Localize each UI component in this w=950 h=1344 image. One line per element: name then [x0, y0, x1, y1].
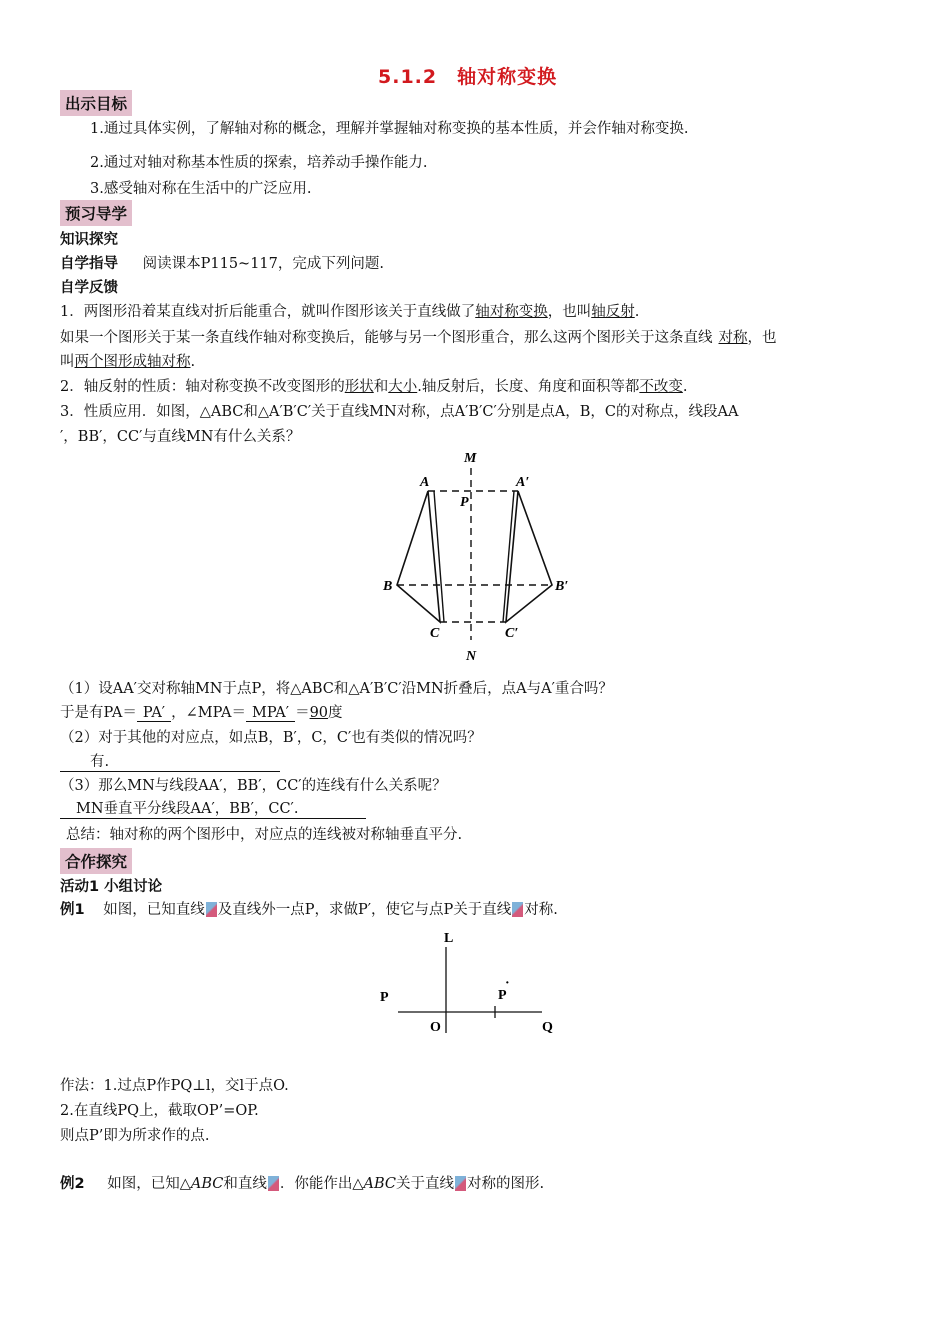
example-1 — [60, 898, 558, 919]
sub1-end: 度 — [328, 705, 343, 721]
label-b: B — [383, 579, 393, 594]
q1-text: 1．两图形沿着某直线对折后能重合，就叫作图形该关于直线做了 — [60, 304, 476, 320]
question-2 — [60, 375, 687, 396]
page-title: 5.1.2 轴对称变换 — [378, 66, 558, 88]
example-2 — [60, 1172, 544, 1193]
section-goals-heading: 出示目标 — [60, 90, 132, 116]
sub1-text-2: ，∠MPA＝ — [171, 705, 247, 721]
method-conclusion: 则点P’即为所求作的点. — [60, 1128, 210, 1144]
q1-line3-end: . — [190, 354, 196, 370]
label-c-prime: C′ — [505, 626, 519, 641]
label-a-prime: A′ — [516, 475, 530, 490]
question-1 — [60, 300, 639, 321]
label-o: O — [430, 1020, 441, 1035]
label-m: M — [464, 451, 477, 466]
example-2-end: 对称的图形. — [467, 1176, 545, 1192]
q2-answer-2: 大小 — [388, 379, 418, 395]
example-1-text: 如图，已知直线 — [103, 902, 205, 918]
triangle-name-2: ABC — [363, 1176, 397, 1192]
example-1-text-2: 及直线外一点P，求做P′，使它与点P关于直线 — [217, 902, 512, 918]
example-2-text-3: ．你能作出△ — [279, 1176, 364, 1192]
example-2-text-2: 和直线 — [223, 1176, 267, 1192]
label-p-prime: P — [498, 988, 507, 1003]
sub-question-1-answer — [60, 701, 343, 722]
sub1-answer-degree: 90 — [309, 705, 329, 721]
sub1-answer-angle: MPA′ — [246, 705, 295, 722]
example-2-text-4: 关于直线 — [396, 1176, 455, 1192]
sub-question-3-answer — [60, 797, 366, 819]
method-step-1: 作法：1.过点P作PQ⊥l，交l于点O. — [60, 1078, 289, 1094]
section-preview-heading: 预习导学 — [60, 200, 132, 226]
question-3-line-2: ′，BB′，CC′与直线MN有什么关系？ — [60, 429, 301, 445]
q1-line2-end: ，也 — [747, 330, 777, 346]
label-p: P — [460, 495, 469, 510]
symmetry-figure — [378, 448, 578, 668]
feedback-heading: 自学反馈 — [60, 280, 118, 296]
q1-end: . — [634, 304, 640, 320]
guide-label: 自学指导 — [60, 256, 118, 272]
goal-item-2: 2.通过对轴对称基本性质的探索，培养动手操作能力. — [90, 155, 428, 171]
question-1-line-2 — [60, 326, 777, 347]
goal-item-3: 3.感受轴对称在生活中的广泛应用. — [90, 181, 312, 197]
label-q: Q — [542, 1020, 553, 1035]
question-3-line-1: 3．性质应用．如图，△ABC和△A′B′C′关于直线MN对称，点A′B′C′分别是点A，B，C的对称点，线段AA — [60, 404, 739, 420]
self-study-guide — [60, 252, 384, 273]
example-1-label: 例1 — [60, 902, 85, 918]
sub1-text-3: ＝ — [295, 705, 310, 721]
point-reflection-figure — [372, 925, 572, 1045]
sub-question-2-answer — [60, 750, 280, 772]
line-l-icon — [268, 1176, 279, 1191]
q1-answer-1: 轴对称变换 — [475, 304, 548, 320]
example-2-label: 例2 — [60, 1176, 85, 1192]
summary: 总结：轴对称的两个图形中，对应点的连线被对称轴垂直平分. — [66, 827, 463, 843]
line-l-icon — [206, 902, 217, 917]
q1-answer-2: 轴反射 — [591, 304, 635, 320]
line-l-icon — [512, 902, 523, 917]
sub-question-1: （1）设AA′交对称轴MN于点P，将△ABC和△A′B′C′沿MN折叠后，点A与A′重合吗？ — [60, 681, 613, 697]
label-l: L — [444, 931, 454, 946]
triangle-name: ABC — [190, 1176, 224, 1192]
label-b-prime: B′ — [555, 579, 569, 594]
guide-text: 阅读课本P115~117，完成下列问题. — [142, 256, 384, 272]
q1-text-2: ，也叫 — [547, 304, 592, 320]
method-step-2: 2.在直线PQ上，截取OP’=OP. — [60, 1103, 259, 1119]
q1-line2-text: 如果一个图形关于某一条直线作轴对称变换后，能够与另一个图形重合，那么这两个图形关于这条直线 — [60, 330, 713, 346]
label-n: N — [466, 649, 477, 664]
label-p: P — [380, 990, 389, 1005]
q2-text-2: 和 — [373, 379, 389, 395]
q2-end: . — [682, 379, 688, 395]
section-coop-heading: 合作探究 — [60, 848, 132, 874]
example-1-end: 对称. — [524, 902, 558, 918]
q1-line3-text: 叫 — [60, 354, 75, 370]
question-1-line-3 — [60, 350, 195, 371]
knowledge-heading: 知识探究 — [60, 232, 118, 248]
sub-question-2: （2）对于其他的对应点，如点B，B′，C，C′也有类似的情况吗？ — [60, 730, 482, 746]
sub-question-3: （3）那么MN与线段AA′，BB′，CC′的连线有什么关系呢？ — [60, 778, 447, 794]
activity-heading: 活动1 小组讨论 — [60, 879, 163, 895]
triangle-abc — [397, 491, 440, 622]
label-c: C — [430, 626, 440, 641]
sub1-text: 于是有PA＝ — [60, 705, 137, 721]
q1-answer-4: 两个图形成轴对称 — [74, 354, 191, 370]
q2-text-3: .轴反射后，长度、角度和面积等都 — [417, 379, 640, 395]
q1-answer-3: 对称 — [718, 330, 748, 346]
prime-mark: · — [505, 976, 510, 991]
goal-item-1: 1.通过具体实例，了解轴对称的概念，理解并掌握轴对称变换的基本性质，并会作轴对称变换. — [90, 121, 689, 137]
sub2-answer: 有. — [60, 750, 280, 772]
q2-answer-3: 不改变 — [639, 379, 683, 395]
sub1-answer-pa: PA′ — [137, 705, 171, 722]
sub3-answer: MN垂直平分线段AA′，BB′，CC′. — [60, 797, 366, 819]
line-l-icon — [455, 1176, 466, 1191]
q2-answer-1: 形状 — [344, 379, 374, 395]
label-a: A — [420, 475, 430, 490]
example-2-text: 如图，已知△ — [107, 1176, 191, 1192]
q2-text: 2．轴反射的性质：轴对称变换不改变图形的 — [60, 379, 345, 395]
